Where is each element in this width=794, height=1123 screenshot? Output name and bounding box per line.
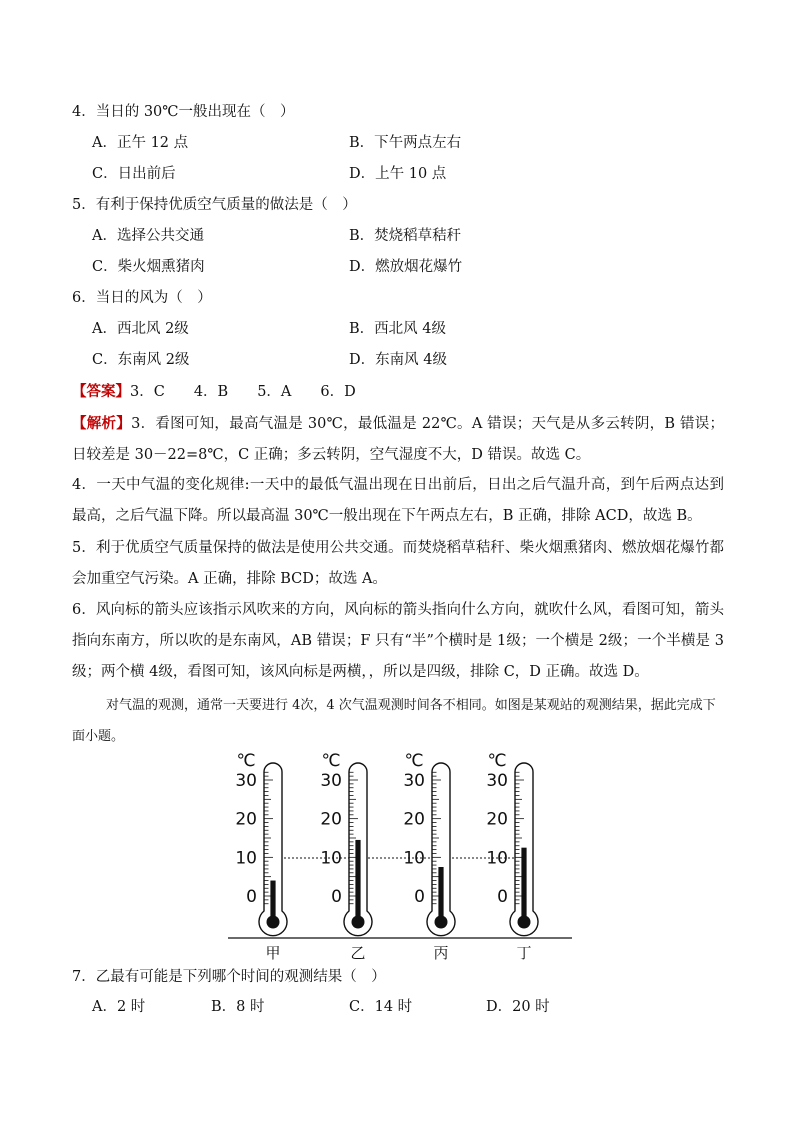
answer-text: 3．C 4．B 5．A 6．D <box>130 384 356 400</box>
mercury-column <box>270 881 275 918</box>
thermometer-label: 甲 <box>265 944 281 962</box>
figure-intro: 对气温的观测，通常一天要进行 4次，4 次气温观测时间各不相同。如图是某观站的观测结果，据此完成下面小题。 <box>72 698 716 744</box>
thermometer-label: 丙 <box>433 944 449 962</box>
analysis-p3 <box>72 408 724 471</box>
analysis-p4: 4．一天中气温的变化规律:一天中的最低气温出现在日出前后，日出之后气温升高，到午后两点达到最高，之后气温下降。所以最高温 30℃一般出现在下午两点左右，B 正确，排除 ACD，故选 B。 <box>72 477 724 524</box>
thermometer-2 <box>320 751 372 962</box>
q5-option-a: A．选择公共交通 <box>92 228 204 244</box>
unit-label: ℃ <box>321 751 341 771</box>
tick-label: 30 <box>403 771 425 791</box>
thermometer-label: 丁 <box>516 944 532 962</box>
tick-label: 30 <box>235 771 257 791</box>
q5-stem: 5．有利于保持优质空气质量的做法是（ ） <box>72 197 357 213</box>
thermometer-4 <box>486 751 538 962</box>
tick-label: 0 <box>331 887 342 907</box>
tick-label: 10 <box>486 848 508 869</box>
q5-option-c: C．柴火烟熏猪肉 <box>92 259 205 275</box>
mercury-bulb <box>518 916 531 929</box>
q6-stem: 6．当日的风为（ ） <box>72 290 212 306</box>
thermometer-label: 乙 <box>350 944 366 962</box>
tick-label: 20 <box>403 809 425 830</box>
q6-option-b: B．西北风 4级 <box>349 321 446 337</box>
tick-label: 20 <box>235 809 257 830</box>
mercury-bulb <box>352 916 365 929</box>
unit-label: ℃ <box>236 751 256 771</box>
mercury-column <box>438 867 443 918</box>
tick-label: 0 <box>497 887 508 907</box>
analysis-p6: 6．风向标的箭头应该指示风吹来的方向，风向标的箭头指向什么方向，就吹什么风，看图可知，箭头指向东南方，所以吹的是东南风，AB 错误；F 只有“半”个横时是 1级；一个横是 2级；一个半横是 3级；两个横 4级，看图可知，该风向标是两横，，所以是四级，排除 C，D 正确。故选 D。 <box>72 602 724 680</box>
mercury-column <box>355 840 360 918</box>
tick-label: 30 <box>320 771 342 791</box>
tick-label: 10 <box>403 848 425 869</box>
mercury-column <box>521 848 526 918</box>
tick-label: 30 <box>486 771 508 791</box>
q7-option-c: C．14 时 <box>349 999 413 1015</box>
tick-label: 10 <box>320 848 342 869</box>
thermometer-1 <box>235 751 287 962</box>
tick-label: 20 <box>486 809 508 830</box>
q4-option-a: A．正午 12 点 <box>92 135 189 151</box>
q5-option-d: D．燃放烟花爆竹 <box>349 259 463 275</box>
unit-label: ℃ <box>404 751 424 771</box>
answer-line <box>72 382 356 402</box>
thermometer-3 <box>403 751 455 962</box>
analysis-p5: 5．利于优质空气质量保持的做法是使用公共交通。而焚烧稻草秸秆、柴火烟熏猪肉、燃放烟花爆竹都会加重空气污染。A 正确，排除 BCD；故选 A。 <box>72 540 724 587</box>
analysis-tag: 【解析】 <box>72 415 132 432</box>
q4-stem: 4．当日的 30℃一般出现在（ ） <box>72 104 295 120</box>
mercury-bulb <box>435 916 448 929</box>
unit-label: ℃ <box>487 751 507 771</box>
tick-label: 20 <box>320 809 342 830</box>
q7-option-b: B．8 时 <box>211 999 265 1015</box>
q4-option-c: C．日出前后 <box>92 166 176 182</box>
q4-option-b: B．下午两点左右 <box>349 135 462 151</box>
tick-label: 10 <box>235 848 257 869</box>
q7-stem: 7．乙最有可能是下列哪个时间的观测结果（ ） <box>72 969 386 985</box>
tick-label: 0 <box>414 887 425 907</box>
q6-option-c: C．东南风 2级 <box>92 352 190 368</box>
tick-label: 0 <box>246 887 257 907</box>
q7-option-a: A．2 时 <box>92 999 146 1015</box>
analysis-p3-text: 3．看图可知，最高气温是 30℃，最低温是 22℃。A 错误；天气是从多云转阴，B 错误；日较差是 30－22=8℃，C 正确；多云转阴，空气湿度不大，D 错误。故选 C。 <box>72 416 724 463</box>
q7-option-d: D．20 时 <box>486 999 550 1015</box>
q6-option-a: A．西北风 2级 <box>92 321 189 337</box>
answer-tag: 【答案】 <box>72 383 130 400</box>
q6-option-d: D．东南风 4级 <box>349 352 447 368</box>
thermometer-figure <box>218 748 578 963</box>
mercury-bulb <box>267 916 280 929</box>
q4-option-d: D．上午 10 点 <box>349 166 447 182</box>
q5-option-b: B．焚烧稻草秸秆 <box>349 228 462 244</box>
